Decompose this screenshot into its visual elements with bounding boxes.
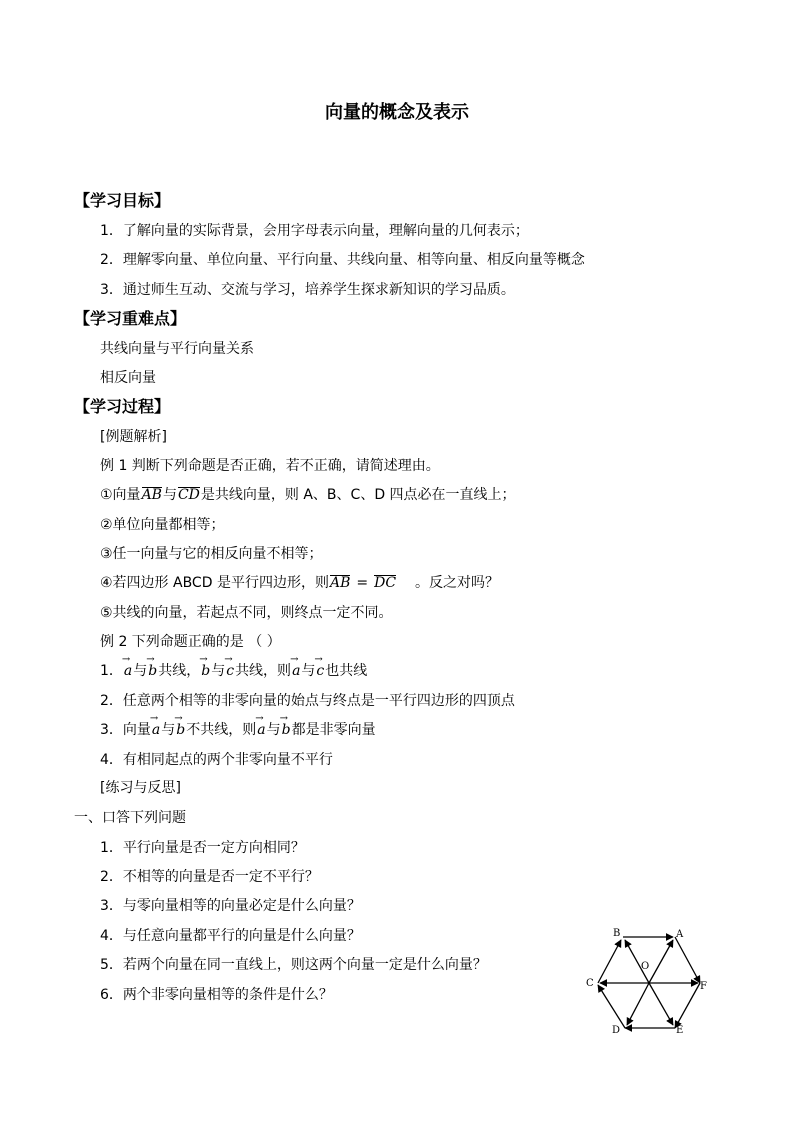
label-o: O [641, 961, 650, 972]
vector-cd: CD [177, 487, 200, 503]
text-run: ④若四边形 ABCD 是平行四边形，则 [100, 575, 329, 591]
key-item: 共线向量与平行向量关系 [100, 341, 254, 357]
vector-a: a → [256, 721, 266, 739]
label-c: C [586, 978, 594, 989]
text-run: 共线， [158, 663, 201, 679]
question-item: 2．不相等的向量是否一定不平行？ [100, 869, 319, 885]
question-item: 4．与任意向量都平行的向量是什么向量？ [100, 928, 361, 944]
goal-item: 1．了解向量的实际背景，会用字母表示向量，理解向量的几何表示； [100, 223, 529, 239]
text-run: 共线，则 [235, 663, 292, 679]
text-run: 3．向量 [100, 722, 151, 738]
hex-diag-od [627, 983, 649, 1025]
hex-diag-oe [649, 983, 673, 1025]
text-run: 与 [162, 487, 177, 503]
vector-c: c → [225, 662, 235, 680]
text-run: 与 [211, 663, 226, 679]
example-1-statement-5: ⑤共线的向量，若起点不同，则终点一定不同。 [100, 605, 393, 621]
hex-edge-dc [598, 985, 625, 1028]
example-1-statement-1 [100, 486, 516, 504]
hex-diag-oa [649, 940, 673, 983]
example-2-option-4: 4．有相同起点的两个非零向量不平行 [100, 752, 333, 768]
text-run: 也共线 [325, 663, 368, 679]
example-1-statement-3: ③任一向量与它的相反向量不相等； [100, 546, 323, 562]
page-title: 向量的概念及表示 [325, 102, 469, 123]
goal-item: 2．理解零向量、单位向量、平行向量、共线向量、相等向量、相反向量等概念 [100, 252, 585, 268]
question-item: 1．平行向量是否一定方向相同？ [100, 840, 305, 856]
question-item: 6．两个非零向量相等的条件是什么？ [100, 987, 333, 1003]
equals-sign: = [356, 575, 369, 591]
vector-b: b → [200, 662, 211, 680]
text-run: 1． [100, 663, 123, 679]
text-run: 不共线，则 [186, 722, 257, 738]
text-run: 都是非零向量 [291, 722, 376, 738]
section-goals-heading: 【学习目标】 [74, 191, 171, 210]
vector-ab: AB [141, 487, 162, 503]
label-b: B [613, 928, 621, 939]
vector-dc: DC [374, 575, 397, 591]
hex-edge-af [675, 937, 700, 983]
hex-edge-cb [598, 940, 621, 983]
label-f: F [700, 981, 707, 992]
section-key-heading: 【学习重难点】 [74, 309, 187, 328]
question-item: 3．与零向量相等的向量必定是什么向量？ [100, 898, 361, 914]
question-item: 5．若两个向量在同一直线上，则这两个向量一定是什么向量？ [100, 957, 487, 973]
label-d: D [612, 1025, 621, 1036]
goal-item: 3．通过师生互动、交流与学习，培养学生探求新知识的学习品质。 [100, 282, 515, 298]
text-run: 。反之对吗？ [415, 575, 500, 591]
vector-a: a → [151, 721, 161, 739]
section-process-heading: 【学习过程】 [74, 397, 171, 416]
vector-b: b → [281, 721, 292, 739]
label-a: A [676, 929, 684, 940]
vector-a: a → [123, 662, 133, 680]
hex-edge-fe [675, 983, 700, 1028]
example-subheading: [例题解析] [100, 429, 167, 445]
text-run: 与 [133, 663, 148, 679]
example-2-option-1 [100, 662, 367, 680]
vector-a: a → [291, 662, 301, 680]
example-2-option-3 [100, 721, 376, 739]
practice-subheading: [练习与反思] [100, 780, 181, 796]
vector-ab: AB [329, 575, 351, 591]
text-run: ①向量 [100, 487, 141, 503]
text-run: 与 [161, 722, 176, 738]
text-run: 与 [266, 722, 281, 738]
example-1-statement-2: ②单位向量都相等； [100, 517, 225, 533]
hexagon-figure [580, 922, 710, 1040]
vector-b: b → [175, 721, 186, 739]
vector-c: c → [315, 662, 325, 680]
text-run: 是共线向量，则 A、B、C、D 四点必在一直线上； [200, 487, 516, 503]
text-run: 与 [301, 663, 316, 679]
example-2-option-2: 2．任意两个相等的非零向量的始点与终点是一平行四边形的四顶点 [100, 693, 515, 709]
example-1-title: 例 1 判断下列命题是否正确，若不正确，请简述理由。 [100, 458, 440, 474]
part-one-heading: 一、口答下列问题 [74, 810, 186, 826]
example-1-statement-4 [100, 574, 499, 592]
example-2-title: 例 2 下列命题正确的是 （ ） [100, 634, 281, 650]
label-e: E [676, 1025, 684, 1036]
vector-b: b → [147, 662, 158, 680]
key-item: 相反向量 [100, 370, 156, 386]
